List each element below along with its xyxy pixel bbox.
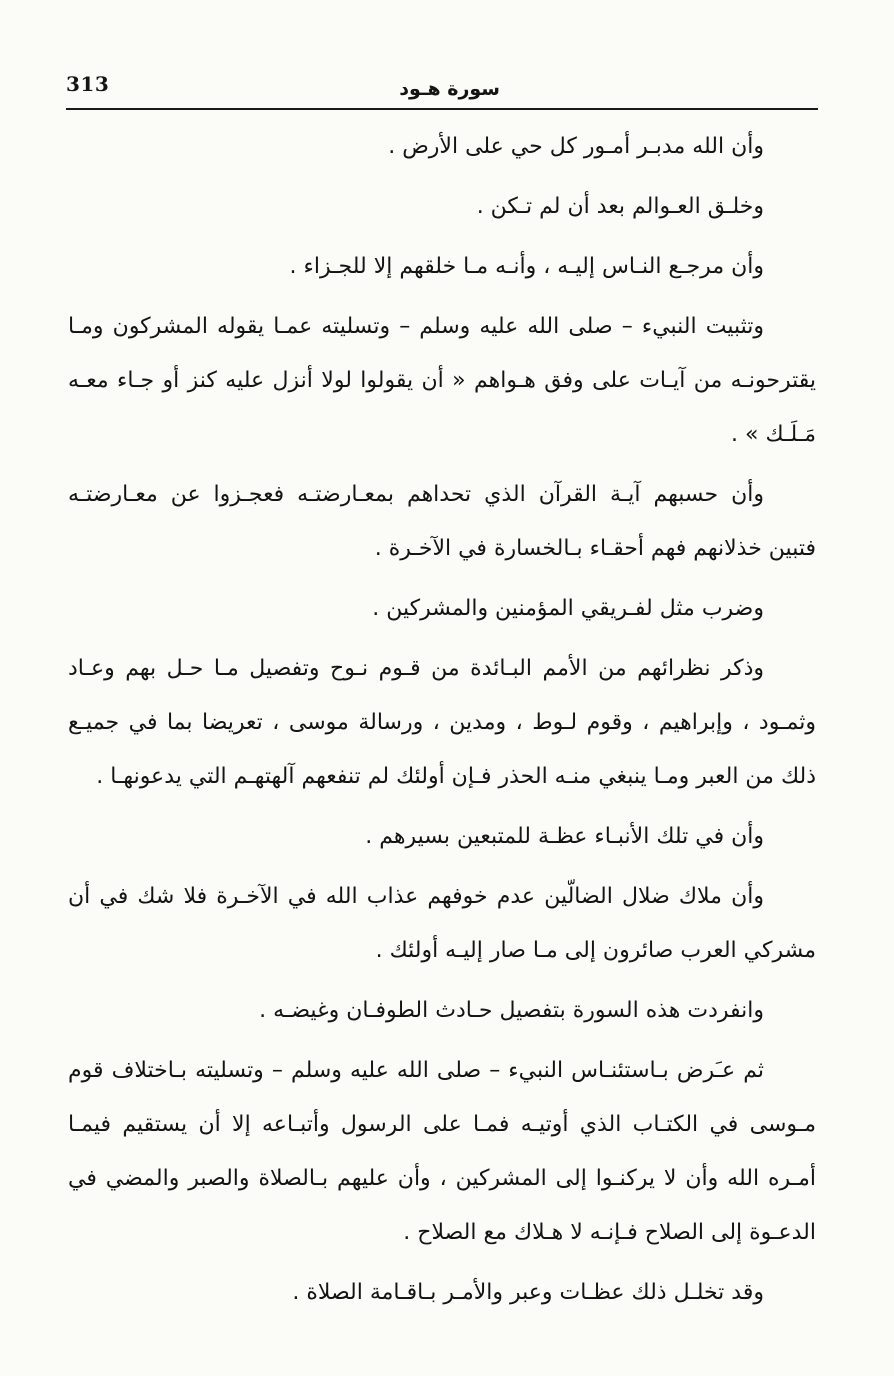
paragraph: وقد تخلـل ذلك عظـات وعبر والأمـر بـاقـامة الصلاة . xyxy=(292,1280,764,1305)
paragraph: وأن الله مدبـر أمـور كل حي على الأرض . xyxy=(388,134,764,159)
page-number: 313 xyxy=(66,72,110,96)
paragraph: ثم عـَرض بـاستئنـاس النبيء – صلى الله عليه وسلم – وتسليته بـاختلاف قوم مـوسى في الكتـاب الذي أوتيـه فمـا على الرسول وأتبـاعه إلا أن يستقيم فيمـا أمـره الله وأن لا يركنـوا إلى المشركين ، وأن عليهم بـالصلاة والصبر والمضي في الدعـوة إلى الصلاح فـإنـه لا هـلاك مع الصلاح . xyxy=(68,1058,816,1245)
paragraph: وأن حسبهم آيـة القرآن الذي تحداهم بمعـارضتـه فعجـزوا عن معـارضتـه فتبين خذلانهم فهم أحقـاء بـالخسارة في الآخـرة . xyxy=(68,482,816,561)
body-text xyxy=(68,120,816,1326)
paragraph: وأن ملاك ضلال الضالّين عدم خوفهم عذاب الله في الآخـرة فلا شك في أن مشركي العرب صائرون إلى مـا صار إليـه أولئك . xyxy=(68,884,816,963)
paragraph: وخلـق العـوالم بعد أن لم تـكن . xyxy=(476,194,764,219)
running-title: سورة هـود xyxy=(399,78,500,100)
paragraph: وانفردت هذه السورة بتفصيل حـادث الطوفـان وغيضـه . xyxy=(259,998,764,1023)
paragraph: وضرب مثل لفـريقي المؤمنين والمشركين . xyxy=(372,596,764,621)
paragraph: وأن في تلك الأنبـاء عظـة للمتبعين بسيرهم . xyxy=(365,824,764,849)
paragraph: وأن مرجـع النـاس إليـه ، وأنـه مـا خلقهم إلا للجـزاء . xyxy=(289,254,764,279)
page-header xyxy=(66,62,818,112)
header-rule xyxy=(66,108,818,110)
paragraph: وتثبيت النبيء – صلى الله عليه وسلم – وتسليته عمـا يقوله المشركون ومـا يقترحونـه من آيـات على وفق هـواهم « أن يقولوا لولا أنزل عليه كنز أو جـاء معـه مَـلَـك » . xyxy=(68,314,816,447)
paragraph: وذكر نظرائهم من الأمم البـائدة من قـوم نـوح وتفصيل مـا حـل بهم وعـاد وثمـود ، وإبراهيم ، وقوم لـوط ، ومدين ، ورسالة موسى ، تعريضا بما في جميـع ذلك من العبر ومـا ينبغي منـه الحذر فـإن أولئك لم تنفعهم آلهتهـم التي يدعونهـا . xyxy=(68,656,816,789)
